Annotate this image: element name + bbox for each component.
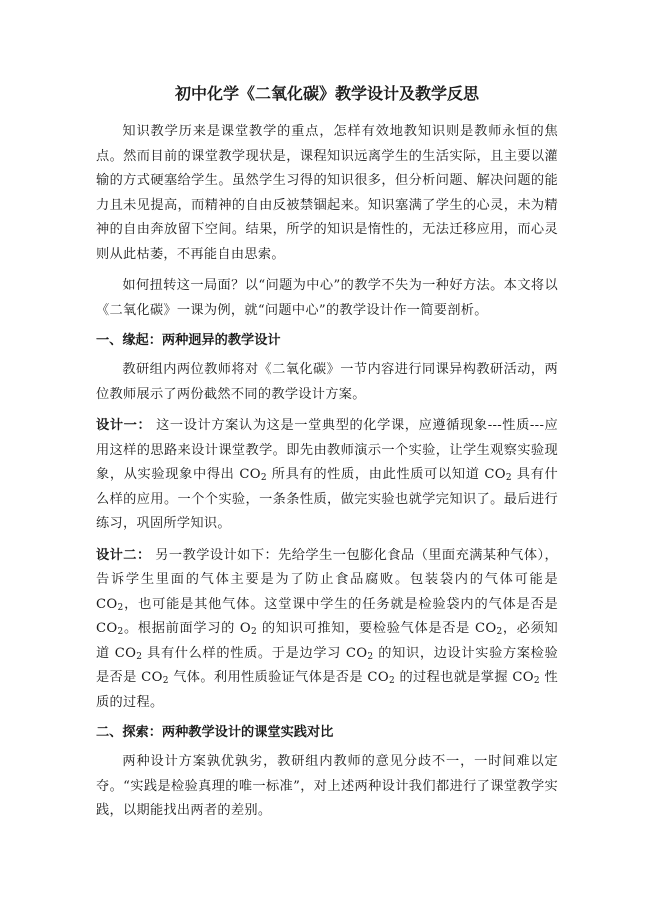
design-2-text: ，必须知道 CO	[96, 621, 558, 661]
intro-paragraph: 知识教学历来是课堂教学的重点，怎样有效地教知识则是教师永恒的焦点。然而目前的课堂教学现状是，课程知识远离学生的生活实际，且主要以灌输的方式硬塞给学生。虽然学生习得的知识很多，但分析问题、解决问题的能力且未见提高，而精神的自由反被禁锢起来。知识塞满了学生的心灵，未为精神的自由奔放留下空间。结果，所学的知识是惰性的，无法迁移应用，而心灵则从此枯萎，不再能自由思索。	[96, 124, 558, 262]
design-2-text: 的知识可推知，要检验气体是否是 CO	[257, 621, 497, 636]
subscript: 2	[117, 602, 124, 613]
subscript: 2	[496, 627, 503, 637]
design-1-label: 设计一：	[96, 418, 152, 433]
subscript: 2	[388, 676, 395, 686]
subscript: 2	[136, 651, 143, 662]
method-paragraph: 如何扭转这一局面？以“问题为中心”的教学不失为一种好方法。本文将以《二氧化碳》一课为例，就“问题中心”的教学设计作一简要剖析。	[96, 278, 558, 318]
design-2-text: 气体。利用性质验证气体是否是 CO	[168, 670, 389, 685]
subscript: 2	[250, 627, 257, 637]
design-2-text: 的知识，边设计实验方案检验是否是 CO	[96, 645, 559, 685]
subscript: 2	[260, 473, 267, 483]
design-2-text: ，也可能是其他气体。这堂课中学生的任务就是检验袋内的气体是否是 CO	[96, 596, 558, 636]
subscript: 2	[117, 627, 124, 637]
background-paragraph: 教研组内两位教师将对《二氧化碳》一节内容进行同课异构教研活动，两位教师展示了两份截然不同的教学设计方案。	[96, 362, 558, 402]
design-2-text: 具有什么样的性质。于是边学习 CO	[142, 645, 368, 661]
design-1-paragraph	[96, 414, 558, 537]
design-2-paragraph	[96, 544, 558, 716]
design-1-text: 具有什么样的应用。一个个实验，一条条性质，做完实验也就学完知识了。最后进行练习，巩固所学知识。	[96, 467, 559, 531]
subscript: 2	[162, 676, 169, 686]
section-2-heading: 二、探索：两种教学设计的课堂实践对比	[96, 725, 334, 740]
comparison-paragraph: 两种设计方案孰优孰劣，教研组内教师的意见分歧不一，一时间难以定夺。“实践是检验真理的唯一标准”，对上述两种设计我们都进行了课堂教学实践，以期能找出两者的差别。	[96, 754, 558, 818]
section-1-heading: 一、缘起：两种迥异的教学设计	[96, 333, 281, 348]
subscript: 2	[367, 651, 374, 662]
design-2-text: 的过程也就是掌握 CO	[394, 670, 534, 685]
document-body	[96, 84, 558, 831]
design-2-text: 另一教学设计如下：先给学生一包膨化食品（里面充满某种气体），告诉学生里面的气体主要是为了防止食品腐败。包装袋内的气体可能是 CO	[96, 547, 559, 612]
design-1-text: 所具有的性质，由此性质可以知道 CO	[266, 467, 506, 482]
subscript: 2	[533, 676, 540, 686]
document-title: 初中化学《二氧化碳》教学设计及教学反思	[174, 84, 479, 103]
subscript: 2	[505, 473, 512, 483]
design-2-text: 性质的过程。	[96, 670, 558, 710]
design-2-text: 。根据前面学习的 O	[123, 621, 251, 636]
design-2-label: 设计二：	[96, 547, 151, 563]
design-1-text: 这一设计方案认为这是一堂典型的化学课，应遵循现象---性质---应用这样的思路来设计课堂教学。即先由教师演示一个实验，让学生观察实验现象，从实验现象中得出 CO	[96, 418, 559, 482]
